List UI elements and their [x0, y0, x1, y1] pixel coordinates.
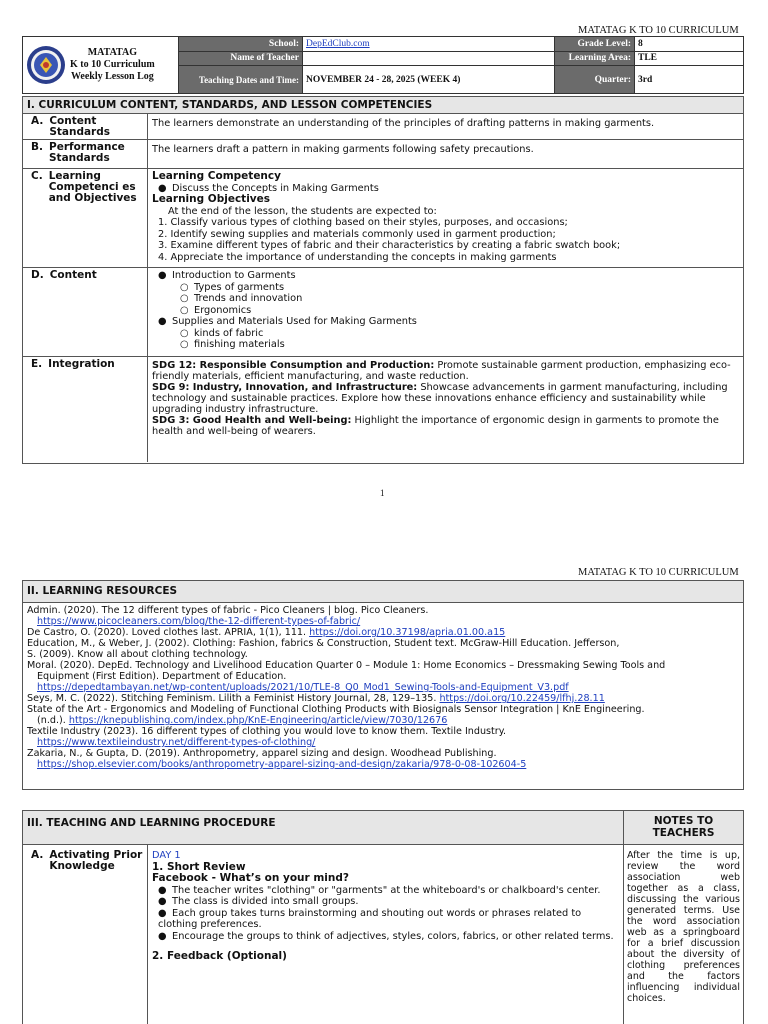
content-subitem: kinds of fabric [194, 327, 264, 339]
row-label: Content Standards [49, 115, 111, 138]
section-title: I. CURRICULUM CONTENT, STANDARDS, AND LESSON COMPETENCIES [23, 97, 743, 114]
content-item: Supplies and Materials Used for Making Garments [172, 316, 417, 327]
section-title: III. TEACHING AND LEARNING PROCEDURE [27, 817, 276, 829]
row-label: Content [49, 269, 97, 281]
logo-subtitle-1: K to 10 Curriculum [70, 59, 155, 70]
logo-cell [23, 37, 179, 94]
row-letter: C. [31, 170, 43, 182]
bullet-icon: ● [158, 270, 167, 281]
procedure-header [23, 811, 743, 845]
deped-seal-icon [26, 45, 66, 85]
row-integration [23, 357, 743, 462]
procedure-bullet: Encourage the groups to think of adjectives, styles, colors, fabrics, or other related terms. [172, 930, 614, 942]
section-title: II. LEARNING RESOURCES [23, 581, 743, 603]
resource-item: (n.d.). https://knepublishing.com/index.php/KnE-Engineering/article/view/7030/12676 [37, 715, 448, 726]
resource-item: S. (2009). Know all about clothing technology. [27, 649, 248, 660]
grade-label: Grade Level: [555, 37, 635, 52]
hollow-bullet-icon: ○ [180, 327, 189, 339]
grade-value: 8 [635, 37, 744, 52]
row-letter: A. [31, 849, 44, 861]
resource-link[interactable]: https://doi.org/10.22459/lfhj.28.11 [439, 693, 605, 704]
bullet-icon: ● [158, 907, 167, 919]
teacher-label: Name of Teacher [179, 51, 303, 66]
resource-link[interactable]: https://depedtambayan.net/wp-content/uploads/2021/10/TLE-8_Q0_Mod1_Sewing-Tools-and-Equipment_V3.pdf [37, 682, 569, 693]
logo-title: MATATAG [87, 47, 137, 58]
bullet-icon: ● [158, 182, 167, 194]
procedure-bullet: The class is divided into small groups. [172, 896, 359, 907]
section-curriculum [22, 96, 744, 464]
row-label: Performance Standards [49, 141, 125, 164]
row-text: The learners demonstrate an understanding of the principles of drafting patterns in making garments. [152, 118, 655, 129]
row-competencies [23, 169, 743, 268]
hollow-bullet-icon: ○ [180, 281, 189, 293]
content-subitem: Trends and innovation [194, 293, 303, 304]
school-label: School: [179, 37, 303, 52]
resource-item: Equipment (First Edition). Department of Education. [37, 671, 287, 682]
row-letter: B. [31, 141, 43, 153]
resource-item: State of the Art - Ergonomics and Modeling of Functional Clothing Products with Biosignals Sensor Integration | KnE Engineering. [27, 704, 645, 715]
logo-subtitle-2: Weekly Lesson Log [70, 71, 154, 82]
row-label: Activating Prior Knowledge [49, 849, 143, 872]
resource-link[interactable]: https://shop.elsevier.com/books/anthropometry-apparel-sizing-and-design/zakaria/978-0-08-102604-5 [37, 759, 527, 770]
teacher-value [303, 51, 555, 66]
sdg3-text: SDG 3: Good Health and Well-being: Highlight the importance of ergonomic design in garments to promote the health and well-being of wearers. [152, 415, 719, 437]
row-content-standards [23, 114, 743, 140]
resource-link[interactable]: https://doi.org/10.37198/apria.01.00.a15 [309, 627, 506, 638]
bullet-icon: ● [158, 316, 167, 327]
resource-link[interactable]: https://www.textileindustry.net/different-types-of-clothing/ [37, 737, 316, 748]
header-table [22, 36, 744, 94]
objectives-heading: Learning Objectives [152, 193, 271, 205]
resource-link[interactable]: https://www.picocleaners.com/blog/the-12-different-types-of-fabric/ [37, 616, 361, 627]
area-value: TLE [635, 51, 744, 66]
competency-heading: Learning Competency [152, 170, 281, 182]
curriculum-header: MATATAG K TO 10 CURRICULUM [578, 567, 739, 578]
resource-item: Zakaria, N., & Gupta, D. (2019). Anthropometry, apparel sizing and design. Woodhead Publishing. [27, 748, 497, 759]
row-content [23, 268, 743, 357]
sdg9-text: SDG 9: Industry, Innovation, and Infrastructure: Showcase advancements in garment manufacturing, including technology and sustainable practices. Explore how these innovations enhance efficiency and sustainability while upgrading industry infrastructure. [152, 382, 728, 415]
row-letter: D. [31, 269, 44, 281]
dates-label: Teaching Dates and Time: [179, 66, 303, 94]
page-number: 1 [380, 488, 385, 498]
objective-item: 1. Classify various types of clothing based on their styles, purposes, and occasions; [158, 217, 568, 228]
activity-heading: Facebook - What’s on your mind? [152, 872, 349, 884]
row-label: Learning Competenci es and Objectives [48, 170, 137, 204]
sdg12-text: SDG 12: Responsible Consumption and Production: Promote sustainable garment production, emphasizing eco-friendly materials, efficient manufacturing, and waste reduction. [152, 360, 731, 382]
hollow-bullet-icon: ○ [180, 339, 189, 350]
step-heading: 2. Feedback (Optional) [152, 950, 287, 962]
dates-value: NOVEMBER 24 - 28, 2025 (WEEK 4) [303, 66, 555, 94]
row-label: Integration [48, 358, 115, 370]
row-activating-prior-knowledge [23, 845, 743, 1024]
competency-item: Discuss the Concepts in Making Garments [172, 182, 379, 194]
section-teaching-procedure [22, 810, 744, 1024]
hollow-bullet-icon: ○ [180, 293, 189, 304]
row-letter: E. [31, 358, 43, 370]
resource-item: Education, M., & Weber, J. (2002). Clothing: Fashion, fabrics & Construction, Student text. McGraw-Hill Education. Jefferson, [27, 638, 620, 649]
resource-item: Admin. (2020). The 12 different types of fabric - Pico Cleaners | blog. Pico Cleaners. [27, 605, 429, 616]
day-label: DAY 1 [152, 850, 181, 861]
objective-item: 3. Examine different types of fabric and their characteristics by creating a fabric swatch book; [158, 240, 621, 251]
row-performance-standards [23, 140, 743, 169]
notes-heading: NOTES TO TEACHERS [623, 811, 743, 844]
content-subitem: Ergonomics [194, 304, 252, 316]
bullet-icon: ● [158, 896, 167, 907]
objective-item: 2. Identify sewing supplies and materials commonly used in garment production; [158, 228, 556, 240]
quarter-label: Quarter: [555, 66, 635, 94]
resource-item: De Castro, O. (2020). Loved clothes last. APRIA, 1(1), 111. https://doi.org/10.37198/apria.01.00.a15 [27, 627, 506, 638]
bullet-icon: ● [158, 884, 167, 896]
teacher-note: After the time is up, review the word association web together as a class, discussing the various generated terms. Use the word association web as a springboard for a brief discussion about the diversity of clothing preferences and the factors influencing individual choices. [623, 845, 743, 1024]
row-text: The learners draft a pattern in making garments following safety precautions. [152, 144, 534, 155]
curriculum-header: MATATAG K TO 10 CURRICULUM [578, 25, 739, 36]
objective-item: 4. Appreciate the importance of understanding the concepts in making garments [158, 251, 557, 263]
bullet-icon: ● [158, 930, 167, 942]
section-learning-resources [22, 580, 744, 790]
content-subitem: Types of garments [194, 281, 285, 293]
content-item: Introduction to Garments [172, 270, 296, 281]
step-heading: 1. Short Review [152, 860, 246, 873]
quarter-value: 3rd [635, 66, 744, 94]
procedure-bullet: Each group takes turns brainstorming and shouting out words or phrases related to clothing preferences. [158, 907, 582, 930]
resource-link[interactable]: https://knepublishing.com/index.php/KnE-Engineering/article/view/7030/12676 [68, 715, 448, 726]
school-link[interactable]: DepEdClub.com [306, 38, 370, 49]
objectives-intro: At the end of the lesson, the students are expected to: [168, 205, 437, 217]
row-letter: A. [31, 115, 44, 127]
procedure-bullet: The teacher writes "clothing" or "garments" at the whiteboard's or chalkboard's center. [172, 884, 601, 896]
resource-item: Moral. (2020). DepEd. Technology and Livelihood Education Quarter 0 – Module 1: Home Economics – Dressmaking Sewing Tools and [27, 660, 666, 671]
content-subitem: finishing materials [194, 339, 285, 350]
resource-item: Seys, M. C. (2022). Stitching Feminism. Lilith a Feminist History Journal, 28, 129–135. https://doi.org/10.22459/lfhj.28.11 [27, 693, 605, 704]
hollow-bullet-icon: ○ [180, 304, 189, 316]
area-label: Learning Area: [555, 51, 635, 66]
resource-item: Textile Industry (2023). 16 different types of clothing you would love to know them. Textile Industry. [27, 726, 507, 737]
